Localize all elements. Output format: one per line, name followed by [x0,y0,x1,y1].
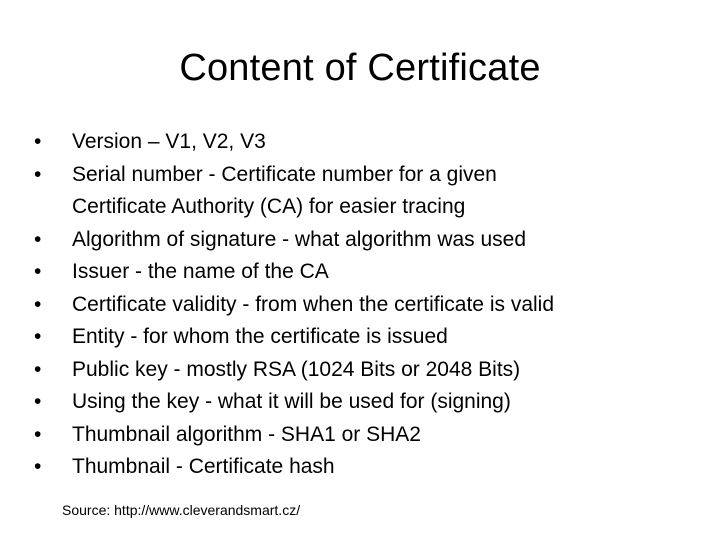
bullet-text: Entity - for whom the certificate is issued [72,325,448,348]
bullet-text: Public key - mostly RSA (1024 Bits or 2048 Bits) [72,357,521,381]
bullet-dot: • [34,130,42,153]
bullet-dot: • [34,325,42,348]
bullet-item-thumbnail [34,451,694,484]
bullet-text: Serial number - Certificate number for a given Certificate Authority (CA) for easier tracing [72,162,497,218]
bullet-item-algorithm [34,224,694,257]
bullet-text: Thumbnail - Certificate hash [72,455,335,478]
bullet-item-public-key [34,354,694,387]
bullet-dot: • [34,162,42,186]
bullet-text: Algorithm of signature - what algorithm was used [72,227,527,251]
bullet-item-issuer [34,256,694,289]
bullet-item-thumbnail-algorithm [34,419,694,452]
bullet-text: Certificate validity - from when the certificate is valid [72,292,555,316]
bullet-text: Using the key - what it will be used for (signing) [72,390,511,413]
bullet-item-validity [34,289,694,322]
bullet-dot: • [34,260,42,283]
slide-title: Content of Certificate [179,47,541,89]
bullet-dot: • [34,227,42,251]
bullet-text: Version – V1, V2, V3 [72,130,266,153]
bullet-dot: • [34,390,42,413]
bullet-text: Thumbnail algorithm - SHA1 or SHA2 [72,422,421,446]
bullet-item-version [34,126,694,159]
bullet-dot: • [34,357,42,381]
bullet-text: Issuer - the name of the CA [72,260,329,283]
bullet-item-key-usage [34,386,694,419]
bullet-item-serial-number [34,159,694,224]
bullet-dot: • [34,292,42,316]
bullet-item-entity [34,321,694,354]
source-note: Source: http://www.cleverandsmart.cz/ [62,502,301,518]
bullet-dot: • [34,422,42,446]
bullet-dot: • [34,455,42,478]
bullet-list [34,126,694,484]
